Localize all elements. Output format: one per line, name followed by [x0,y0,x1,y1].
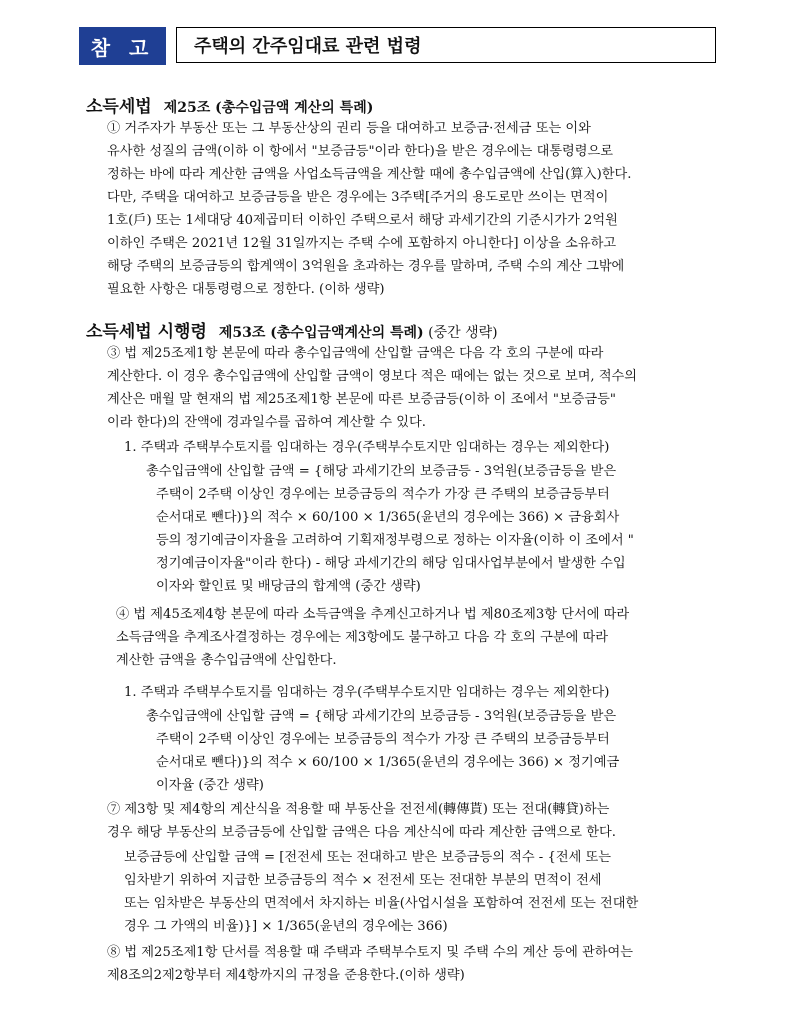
law-name: 소득세법 [86,97,152,117]
reference-tag: 참 고 [79,27,166,65]
text-line: 정하는 바에 따라 계산한 금액을 사업소득금액을 계산할 때에 총수입금액에 산입(算入)한다. [107,167,632,182]
text-line: 이자와 할인료 및 배당금의 합계액 (중간 생략) [156,579,421,594]
text-line: 계산은 매월 말 현재의 법 제25조제1항 본문에 따른 보증금등(이하 이 조에서 "보증금등" [107,392,616,407]
section-heading-enforcement-decree [86,317,498,342]
text-line: 경우 해당 부동산의 보증금등에 산입할 금액은 다음 계산식에 따라 계산한 금액으로 한다. [107,825,616,840]
formula-2 [146,705,718,797]
text-line: 총수입금액에 산입할 금액 = {해당 과세기간의 보증금등 - 3억원(보증금등을 받은 [146,464,617,479]
text-line: 또는 임차받은 부동산의 면적에서 차지하는 비율(사업시설을 포함하여 전전세 또는 전대한 [124,896,639,911]
paragraph-1 [107,117,717,301]
text-line: 계산한 금액을 총수입금액에 산입한다. [116,653,337,668]
section-heading-income-tax-act [86,92,373,117]
text-line: 1호(戶) 또는 1세대당 40제곱미터 이하인 주택으로서 해당 과세기간의 기준시가가 2억원 [107,213,618,228]
text-line: 해당 주택의 보증금등의 합계액이 3억원을 초과하는 경우를 말하며, 주택 수의 계산 그밖에 [107,259,625,274]
text-line: 등의 정기예금이자율을 고려하여 기획재정부령으로 정하는 이자율(이하 이 조에서 " [156,533,634,548]
text-line: 순서대로 뺀다)}의 적수 × 60/100 × 1/365(윤년의 경우에는 366) × 정기예금 [156,755,620,770]
text-line: 총수입금액에 산입할 금액 = {해당 과세기간의 보증금등 - 3억원(보증금등을 받은 [146,709,617,724]
text-line: 경우 그 가액의 비율)}] × 1/365(윤년의 경우에는 366) [124,919,448,934]
text-line: 유사한 성질의 금액(이하 이 항에서 "보증금등"이라 한다)을 받은 경우에는 대통령령으로 [107,144,614,159]
text-line: 주택이 2주택 이상인 경우에는 보증금등의 적수가 가장 큰 주택의 보증금등부터 [156,732,610,747]
page-title: 주택의 간주임대료 관련 법령 [176,27,716,63]
formula-3 [124,846,718,938]
text-line: 필요한 사항은 대통령령으로 정한다. (이하 생략) [107,282,385,297]
paragraph-8 [107,941,719,987]
text-line: 제8조의2제2항부터 제4항까지의 규정을 준용한다.(이하 생략) [107,968,465,983]
text-line: 정기예금이자율"이라 한다) - 해당 과세기간의 해당 임대사업부분에서 발생한 수입 [156,556,626,571]
text-line: 소득금액을 추계조사결정하는 경우에는 제3항에도 불구하고 다음 각 호의 구분에 따라 [116,630,608,645]
item-1 [124,436,609,459]
text-line: 이자율 (중간 생략) [156,778,264,793]
text-line: 계산한다. 이 경우 총수입금액에 산입할 금액이 영보다 적은 때에는 없는 것으로 보며, 적수의 [107,369,638,384]
article-title: 제25조 (총수입금액 계산의 특례) [163,100,374,116]
paragraph-7 [107,798,719,844]
text-line: 1. 주택과 주택부수토지를 임대하는 경우(주택부수토지만 임대하는 경우는 제외한다) [124,440,610,455]
law-name: 소득세법 시행령 [86,322,207,342]
omission-note: (중간 생략) [428,325,498,341]
paragraph-4 [116,603,718,672]
article-title: 제53조 (총수입금액계산의 특례) [218,325,424,341]
text-line: 임차받기 위하여 지급한 보증금등의 적수 × 전전세 또는 전대한 부분의 면적이 전세 [124,873,602,888]
item-1-second [124,681,609,704]
text-line: ⑦ 제3항 및 제4항의 계산식을 적용할 때 부동산을 전전세(轉傳貰) 또는 전대(轉貸)하는 [107,802,610,817]
text-line: ⑧ 법 제25조제1항 단서를 적용할 때 주택과 주택부수토지 및 주택 수의 계산 등에 관하여는 [107,945,633,960]
text-line: ④ 법 제45조제4항 본문에 따라 소득금액을 추계신고하거나 법 제80조제3항 단서에 따라 [116,607,630,622]
paragraph-3 [107,342,717,434]
formula-1 [146,460,718,598]
text-line: 보증금등에 산입할 금액 = [전전세 또는 전대하고 받은 보증금등의 적수 - {전세 또는 [124,850,611,865]
text-line: 순서대로 뺀다)}의 적수 × 60/100 × 1/365(윤년의 경우에는 366) × 금융회사 [156,510,620,525]
text-line: 이라 한다)의 잔액에 경과일수를 곱하여 계산할 수 있다. [107,415,426,430]
text-line: 이하인 주택은 2021년 12월 31일까지는 주택 수에 포함하지 아니한다] 이상을 소유하고 [107,236,617,251]
text-line: ① 거주자가 부동산 또는 그 부동산상의 권리 등을 대여하고 보증금·전세금 또는 이와 [107,121,591,136]
text-line: 다만, 주택을 대여하고 보증금등을 받은 경우에는 3주택[주거의 용도로만 쓰이는 면적이 [107,190,609,205]
text-line: ③ 법 제25조제1항 본문에 따라 총수입금액에 산입할 금액은 다음 각 호의 구분에 따라 [107,346,604,361]
text-line: 주택이 2주택 이상인 경우에는 보증금등의 적수가 가장 큰 주택의 보증금등부터 [156,487,610,502]
text-line: 1. 주택과 주택부수토지를 임대하는 경우(주택부수토지만 임대하는 경우는 제외한다) [124,685,610,700]
